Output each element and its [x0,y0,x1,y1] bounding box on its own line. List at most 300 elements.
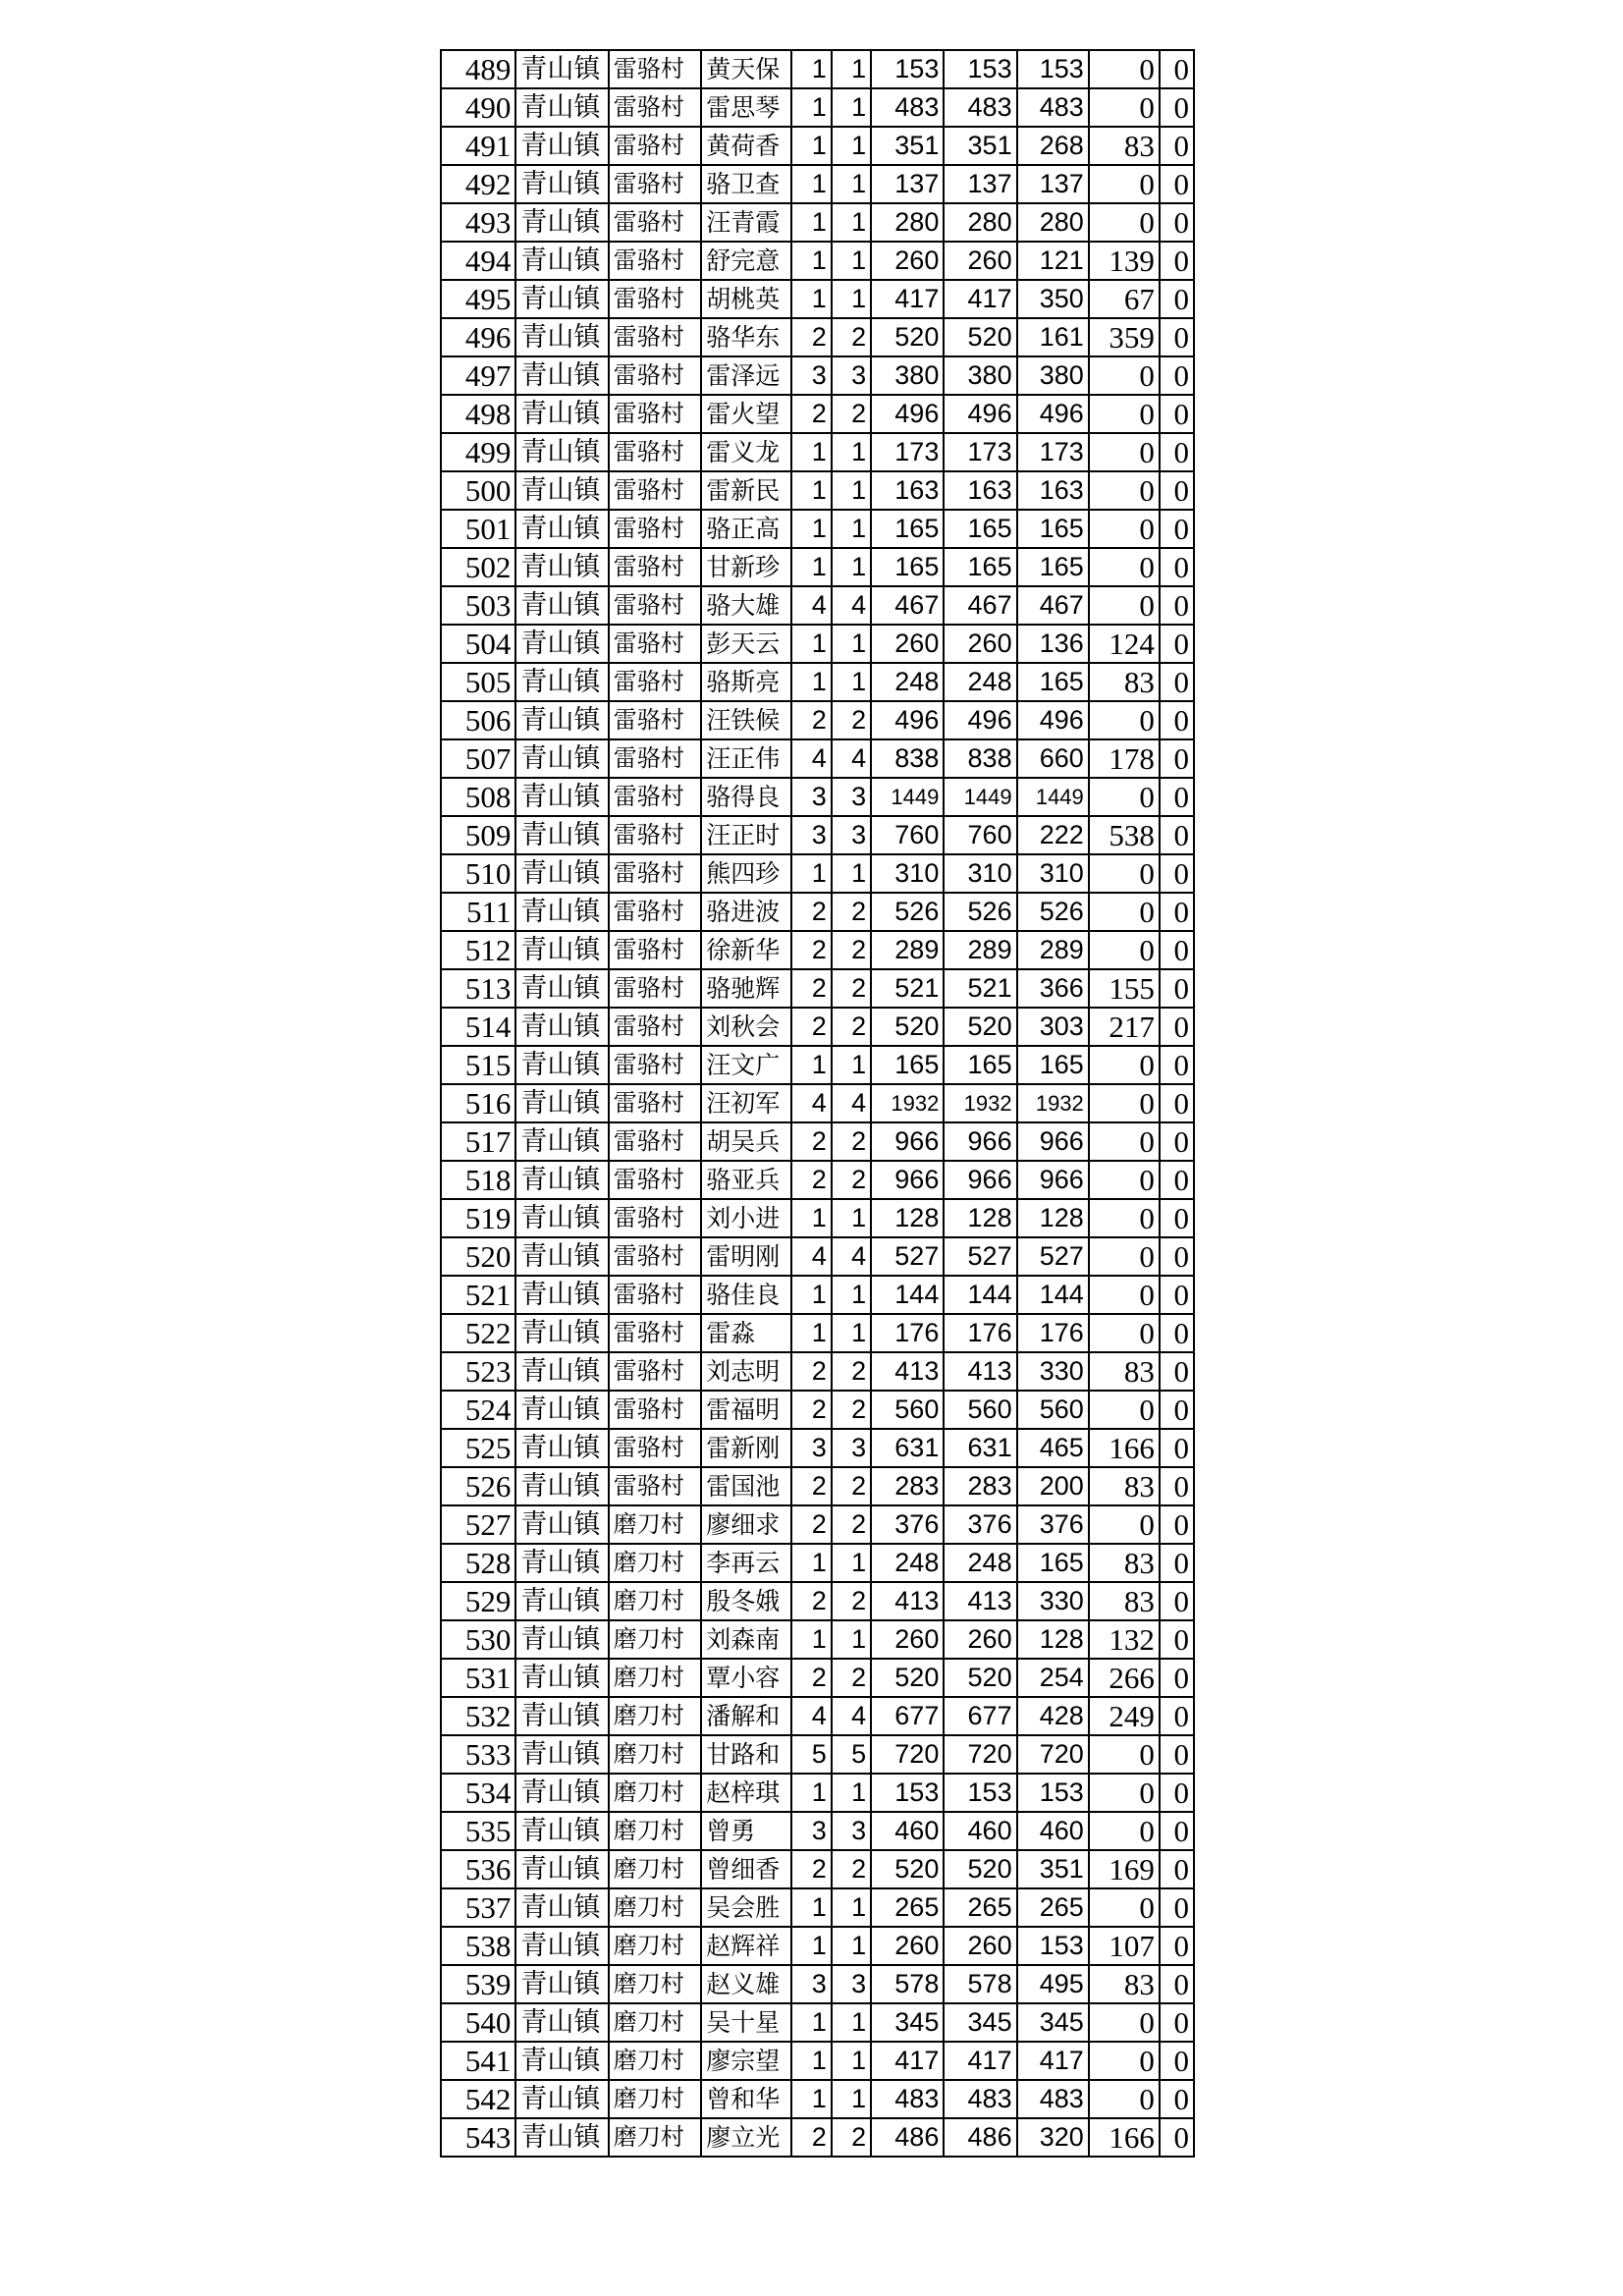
cell-count-a: 1 [791,1927,831,1965]
cell-amount-a: 417 [871,280,944,318]
cell-count-b: 1 [832,2042,871,2080]
cell-name: 黄天保 [701,50,791,88]
cell-village: 雷骆村 [609,1199,701,1237]
cell-index: 535 [441,1812,515,1850]
cell-amount-c: 330 [1017,1582,1089,1620]
table-row [441,1199,1194,1237]
cell-name: 骆卫查 [701,165,791,203]
cell-name: 潘解和 [701,1697,791,1735]
cell-count-b: 3 [832,816,871,854]
cell-amount-b: 483 [944,2080,1016,2118]
cell-amount-a: 173 [871,433,944,471]
table-row [441,2080,1194,2118]
cell-village: 雷骆村 [609,318,701,356]
cell-count-b: 1 [832,1888,871,1927]
cell-amount-a: 144 [871,1276,944,1314]
cell-amount-c: 526 [1017,893,1089,931]
table-row [441,1505,1194,1544]
cell-count-b: 4 [832,1084,871,1122]
cell-amount-d: 0 [1089,893,1160,931]
cell-town: 青山镇 [515,165,608,203]
cell-amount-a: 351 [871,127,944,165]
cell-count-a: 2 [791,1352,831,1391]
table-row [441,280,1194,318]
cell-index: 490 [441,88,515,127]
cell-town: 青山镇 [515,969,608,1008]
cell-index: 522 [441,1314,515,1352]
cell-amount-a: 289 [871,931,944,969]
cell-village: 雷骆村 [609,203,701,242]
cell-index: 501 [441,510,515,548]
cell-index: 509 [441,816,515,854]
cell-amount-a: 631 [871,1429,944,1467]
cell-village: 雷骆村 [609,1352,701,1391]
cell-amount-e: 0 [1160,893,1194,931]
cell-town: 青山镇 [515,1046,608,1084]
cell-amount-b: 260 [944,1620,1016,1659]
cell-name: 汪初军 [701,1084,791,1122]
cell-village: 雷骆村 [609,625,701,663]
cell-amount-c: 483 [1017,2080,1089,2118]
cell-amount-a: 260 [871,625,944,663]
cell-village: 雷骆村 [609,242,701,280]
cell-amount-e: 0 [1160,318,1194,356]
table-row [441,701,1194,739]
cell-amount-d: 0 [1089,778,1160,816]
cell-town: 青山镇 [515,395,608,433]
cell-count-b: 1 [832,625,871,663]
cell-count-a: 1 [791,2042,831,2080]
cell-village: 雷骆村 [609,165,701,203]
cell-amount-d: 0 [1089,1122,1160,1161]
cell-count-a: 3 [791,778,831,816]
cell-amount-c: 200 [1017,1467,1089,1505]
cell-town: 青山镇 [515,88,608,127]
cell-amount-e: 0 [1160,2042,1194,2080]
cell-name: 雷新民 [701,471,791,510]
cell-village: 雷骆村 [609,433,701,471]
cell-amount-c: 966 [1017,1161,1089,1199]
cell-index: 542 [441,2080,515,2118]
cell-index: 505 [441,663,515,701]
cell-count-a: 1 [791,1544,831,1582]
cell-amount-c: 496 [1017,701,1089,739]
cell-town: 青山镇 [515,1544,608,1582]
cell-village: 磨刀村 [609,1620,701,1659]
cell-amount-d: 0 [1089,854,1160,893]
cell-amount-a: 280 [871,203,944,242]
cell-amount-c: 460 [1017,1812,1089,1850]
cell-amount-b: 260 [944,625,1016,663]
cell-name: 刘小进 [701,1199,791,1237]
cell-amount-c: 137 [1017,165,1089,203]
cell-count-b: 1 [832,165,871,203]
cell-count-b: 2 [832,931,871,969]
cell-index: 540 [441,2003,515,2042]
cell-count-a: 2 [791,931,831,969]
cell-amount-d: 0 [1089,88,1160,127]
cell-name: 彭天云 [701,625,791,663]
cell-village: 雷骆村 [609,701,701,739]
cell-town: 青山镇 [515,816,608,854]
cell-amount-b: 248 [944,663,1016,701]
cell-amount-c: 144 [1017,1276,1089,1314]
cell-amount-a: 417 [871,2042,944,2080]
cell-name: 刘森南 [701,1620,791,1659]
cell-amount-c: 289 [1017,931,1089,969]
cell-amount-e: 0 [1160,1391,1194,1429]
table-row [441,1927,1194,1965]
cell-count-b: 1 [832,433,871,471]
cell-amount-b: 280 [944,203,1016,242]
cell-amount-a: 966 [871,1161,944,1199]
cell-amount-c: 165 [1017,510,1089,548]
cell-count-b: 2 [832,1659,871,1697]
cell-amount-a: 560 [871,1391,944,1429]
cell-amount-a: 467 [871,586,944,625]
table-row [441,1391,1194,1429]
cell-name: 刘秋会 [701,1008,791,1046]
table-row [441,1888,1194,1927]
cell-amount-d: 0 [1089,165,1160,203]
cell-amount-e: 0 [1160,625,1194,663]
cell-amount-d: 67 [1089,280,1160,318]
cell-amount-b: 496 [944,395,1016,433]
cell-amount-a: 137 [871,165,944,203]
cell-index: 526 [441,1467,515,1505]
cell-count-a: 2 [791,395,831,433]
table-row [441,1620,1194,1659]
cell-amount-e: 0 [1160,395,1194,433]
cell-amount-d: 166 [1089,2118,1160,2157]
cell-town: 青山镇 [515,2003,608,2042]
table-row [441,586,1194,625]
cell-name: 李再云 [701,1544,791,1582]
cell-amount-c: 163 [1017,471,1089,510]
cell-amount-d: 83 [1089,1965,1160,2003]
cell-count-a: 3 [791,356,831,395]
cell-count-a: 1 [791,510,831,548]
cell-amount-b: 176 [944,1314,1016,1352]
cell-name: 骆正高 [701,510,791,548]
cell-village: 雷骆村 [609,586,701,625]
cell-amount-c: 376 [1017,1505,1089,1544]
cell-amount-e: 0 [1160,931,1194,969]
cell-amount-d: 0 [1089,1237,1160,1276]
cell-amount-e: 0 [1160,127,1194,165]
cell-count-b: 2 [832,318,871,356]
cell-amount-c: 560 [1017,1391,1089,1429]
cell-village: 雷骆村 [609,1161,701,1199]
cell-name: 雷火望 [701,395,791,433]
cell-amount-e: 0 [1160,471,1194,510]
cell-town: 青山镇 [515,318,608,356]
cell-amount-b: 496 [944,701,1016,739]
table-row [441,816,1194,854]
cell-amount-b: 527 [944,1237,1016,1276]
table-row [441,318,1194,356]
cell-amount-e: 0 [1160,1084,1194,1122]
cell-amount-e: 0 [1160,1697,1194,1735]
cell-index: 538 [441,1927,515,1965]
cell-amount-d: 83 [1089,1582,1160,1620]
table-row [441,1582,1194,1620]
cell-amount-a: 128 [871,1199,944,1237]
cell-amount-a: 677 [871,1697,944,1735]
cell-amount-e: 0 [1160,510,1194,548]
cell-village: 磨刀村 [609,1582,701,1620]
cell-town: 青山镇 [515,1505,608,1544]
cell-town: 青山镇 [515,1314,608,1352]
cell-amount-b: 1449 [944,778,1016,816]
cell-name: 汪青霞 [701,203,791,242]
cell-amount-e: 0 [1160,50,1194,88]
cell-index: 524 [441,1391,515,1429]
cell-amount-e: 0 [1160,2080,1194,2118]
cell-amount-d: 169 [1089,1850,1160,1888]
cell-amount-a: 413 [871,1582,944,1620]
cell-amount-d: 0 [1089,2042,1160,2080]
cell-amount-b: 520 [944,1850,1016,1888]
table-row [441,471,1194,510]
cell-amount-e: 0 [1160,88,1194,127]
cell-amount-d: 155 [1089,969,1160,1008]
cell-amount-b: 173 [944,433,1016,471]
cell-town: 青山镇 [515,1620,608,1659]
cell-town: 青山镇 [515,1391,608,1429]
cell-amount-e: 0 [1160,701,1194,739]
cell-amount-a: 760 [871,816,944,854]
cell-index: 491 [441,127,515,165]
table-row [441,1122,1194,1161]
cell-amount-e: 0 [1160,1735,1194,1774]
cell-amount-a: 527 [871,1237,944,1276]
cell-name: 赵义雄 [701,1965,791,2003]
cell-amount-c: 176 [1017,1314,1089,1352]
table-row [441,2042,1194,2080]
cell-count-b: 3 [832,778,871,816]
cell-village: 雷骆村 [609,471,701,510]
cell-amount-a: 966 [871,1122,944,1161]
cell-amount-c: 280 [1017,203,1089,242]
cell-amount-b: 413 [944,1352,1016,1391]
cell-index: 492 [441,165,515,203]
cell-amount-b: 486 [944,2118,1016,2157]
cell-count-a: 1 [791,2003,831,2042]
cell-town: 青山镇 [515,127,608,165]
cell-village: 雷骆村 [609,510,701,548]
cell-amount-d: 124 [1089,625,1160,663]
cell-index: 521 [441,1276,515,1314]
cell-count-b: 1 [832,1774,871,1812]
cell-town: 青山镇 [515,1850,608,1888]
cell-name: 黄荷香 [701,127,791,165]
cell-village: 雷骆村 [609,663,701,701]
cell-amount-b: 521 [944,969,1016,1008]
cell-count-b: 1 [832,2003,871,2042]
cell-name: 胡桃英 [701,280,791,318]
cell-name: 骆华东 [701,318,791,356]
cell-amount-e: 0 [1160,1888,1194,1927]
cell-amount-e: 0 [1160,1927,1194,1965]
cell-count-b: 4 [832,1237,871,1276]
cell-name: 熊四珍 [701,854,791,893]
cell-town: 青山镇 [515,280,608,318]
cell-name: 骆斯亮 [701,663,791,701]
cell-amount-d: 0 [1089,1161,1160,1199]
cell-amount-c: 161 [1017,318,1089,356]
cell-amount-c: 366 [1017,969,1089,1008]
cell-amount-c: 1449 [1017,778,1089,816]
cell-count-b: 4 [832,739,871,778]
cell-count-a: 3 [791,816,831,854]
cell-town: 青山镇 [515,1122,608,1161]
cell-amount-d: 166 [1089,1429,1160,1467]
cell-name: 曾细香 [701,1850,791,1888]
cell-amount-c: 417 [1017,2042,1089,2080]
cell-amount-c: 303 [1017,1008,1089,1046]
cell-count-b: 3 [832,1965,871,2003]
cell-count-b: 2 [832,1161,871,1199]
cell-count-b: 2 [832,395,871,433]
cell-amount-e: 0 [1160,242,1194,280]
cell-amount-d: 0 [1089,50,1160,88]
cell-count-b: 2 [832,1505,871,1544]
cell-count-a: 1 [791,548,831,586]
cell-count-a: 2 [791,1122,831,1161]
cell-count-a: 2 [791,1659,831,1697]
cell-index: 502 [441,548,515,586]
cell-village: 雷骆村 [609,356,701,395]
cell-name: 雷明刚 [701,1237,791,1276]
cell-count-a: 1 [791,1046,831,1084]
cell-amount-e: 0 [1160,1505,1194,1544]
cell-amount-b: 153 [944,50,1016,88]
cell-name: 甘新珍 [701,548,791,586]
cell-village: 雷骆村 [609,88,701,127]
cell-amount-b: 260 [944,242,1016,280]
cell-amount-e: 0 [1160,778,1194,816]
cell-amount-d: 359 [1089,318,1160,356]
cell-amount-a: 838 [871,739,944,778]
cell-amount-a: 520 [871,1850,944,1888]
cell-town: 青山镇 [515,1276,608,1314]
cell-amount-d: 0 [1089,471,1160,510]
cell-amount-d: 132 [1089,1620,1160,1659]
table-row [441,893,1194,931]
cell-village: 磨刀村 [609,2080,701,2118]
table-row [441,1084,1194,1122]
cell-amount-c: 153 [1017,50,1089,88]
cell-amount-b: 526 [944,893,1016,931]
cell-name: 廖立光 [701,2118,791,2157]
table-row [441,510,1194,548]
cell-amount-a: 260 [871,1620,944,1659]
cell-count-b: 3 [832,1429,871,1467]
cell-amount-e: 0 [1160,1237,1194,1276]
cell-town: 青山镇 [515,242,608,280]
cell-amount-d: 0 [1089,1084,1160,1122]
cell-town: 青山镇 [515,893,608,931]
cell-amount-b: 520 [944,1659,1016,1697]
cell-amount-b: 153 [944,1774,1016,1812]
cell-amount-d: 0 [1089,586,1160,625]
cell-name: 汪文广 [701,1046,791,1084]
cell-name: 骆亚兵 [701,1161,791,1199]
cell-amount-a: 176 [871,1314,944,1352]
cell-name: 曾勇 [701,1812,791,1850]
table-row [441,778,1194,816]
cell-index: 530 [441,1620,515,1659]
cell-count-b: 1 [832,548,871,586]
cell-amount-d: 0 [1089,701,1160,739]
cell-index: 511 [441,893,515,931]
cell-count-a: 4 [791,739,831,778]
table-row [441,1161,1194,1199]
cell-amount-e: 0 [1160,1429,1194,1467]
cell-amount-c: 136 [1017,625,1089,663]
table-row [441,1812,1194,1850]
cell-index: 514 [441,1008,515,1046]
cell-count-b: 2 [832,1352,871,1391]
table-row [441,854,1194,893]
cell-count-a: 1 [791,1314,831,1352]
cell-amount-e: 0 [1160,1774,1194,1812]
cell-amount-d: 0 [1089,1046,1160,1084]
cell-name: 刘志明 [701,1352,791,1391]
cell-amount-b: 760 [944,816,1016,854]
table-row [441,1659,1194,1697]
table-row [441,548,1194,586]
cell-amount-a: 578 [871,1965,944,2003]
cell-amount-e: 0 [1160,1314,1194,1352]
cell-count-a: 4 [791,1084,831,1122]
cell-name: 骆佳良 [701,1276,791,1314]
cell-amount-d: 0 [1089,1888,1160,1927]
cell-amount-a: 720 [871,1735,944,1774]
cell-town: 青山镇 [515,1659,608,1697]
cell-count-a: 1 [791,471,831,510]
cell-amount-b: 966 [944,1122,1016,1161]
cell-amount-d: 83 [1089,1352,1160,1391]
cell-amount-c: 153 [1017,1927,1089,1965]
cell-index: 500 [441,471,515,510]
data-table [440,49,1195,2158]
cell-village: 磨刀村 [609,1774,701,1812]
cell-amount-d: 0 [1089,510,1160,548]
cell-village: 磨刀村 [609,1927,701,1965]
cell-amount-b: 560 [944,1391,1016,1429]
cell-amount-c: 165 [1017,663,1089,701]
cell-count-a: 1 [791,165,831,203]
cell-index: 523 [441,1352,515,1391]
cell-amount-d: 266 [1089,1659,1160,1697]
table-row [441,165,1194,203]
cell-count-b: 4 [832,1697,871,1735]
cell-amount-b: 578 [944,1965,1016,2003]
cell-index: 507 [441,739,515,778]
cell-town: 青山镇 [515,1352,608,1391]
cell-village: 磨刀村 [609,2003,701,2042]
table-row [441,1735,1194,1774]
cell-town: 青山镇 [515,701,608,739]
cell-index: 536 [441,1850,515,1888]
cell-count-b: 2 [832,1582,871,1620]
table-row [441,1467,1194,1505]
cell-amount-b: 248 [944,1544,1016,1582]
cell-count-b: 1 [832,1620,871,1659]
cell-amount-a: 520 [871,1008,944,1046]
